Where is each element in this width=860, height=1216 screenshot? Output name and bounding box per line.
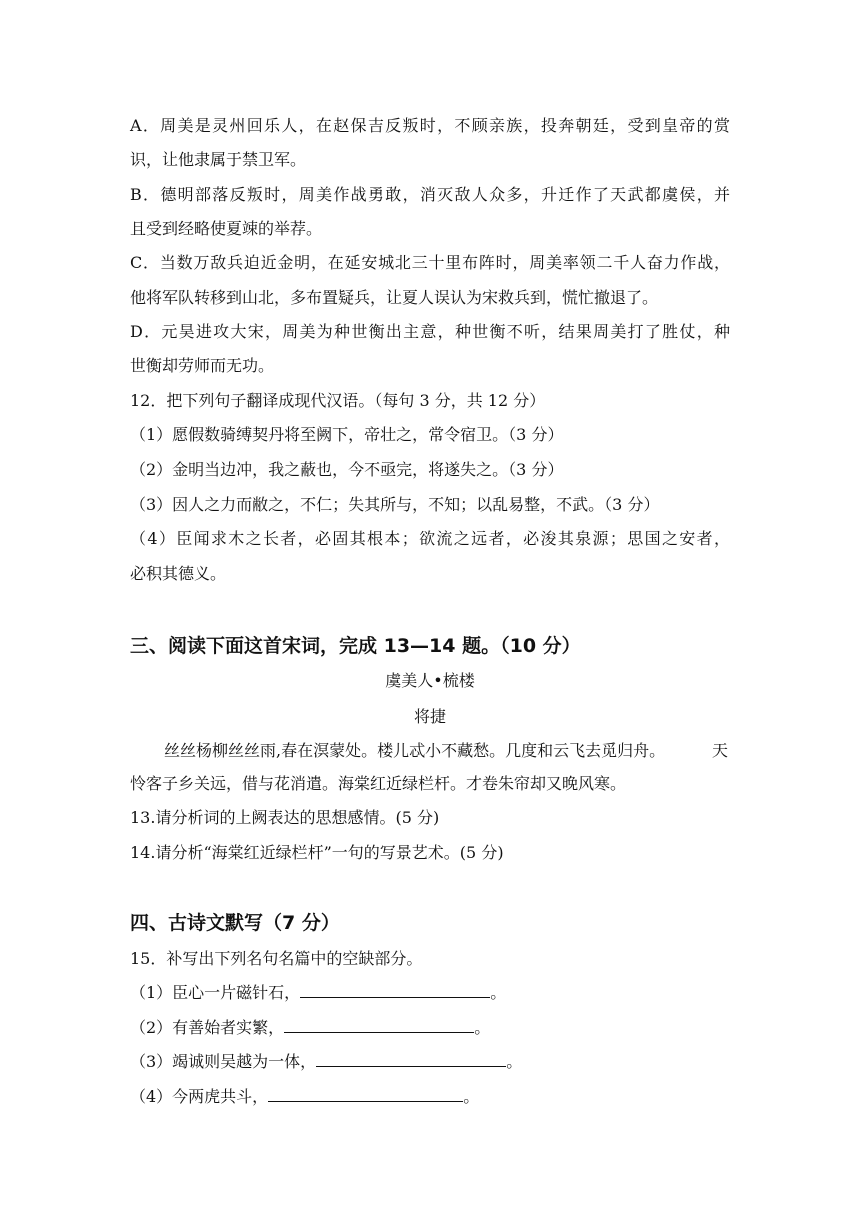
- fill-blank-1-prefix: （1）臣心一片磁针石，: [130, 983, 301, 1002]
- section-3-heading: 三、阅读下面这首宋词，完成 13—14 题。（10 分）: [130, 635, 581, 657]
- poem-title: 虞美人•梳楼: [385, 671, 475, 690]
- option-b-line-2: 且受到经略使夏竦的举荐。: [130, 219, 323, 238]
- answer-blank-1[interactable]: [300, 979, 490, 998]
- fill-blank-1: [130, 976, 730, 1010]
- option-d-line-1: D．元昊进攻大宋，周美为种世衡出主意，种世衡不听，结果周美打了胜仗，种: [130, 322, 730, 341]
- option-a-line-1: A．周美是灵州回乐人，在赵保吉反叛时，不顾亲族，投奔朝廷，受到皇帝的赏: [130, 116, 730, 135]
- q12-sentence-1: （1）愿假数骑缚契丹将至阙下，帝壮之，常令宿卫。（3 分）: [130, 425, 564, 444]
- poem-line-1-tail: 天: [712, 741, 729, 760]
- option-c-line-2: 他将军队转移到山北，多布置疑兵，让夏人误认为宋救兵到，慌忙撤退了。: [130, 288, 659, 307]
- fill-blank-3-suffix: 。: [506, 1052, 523, 1071]
- fill-blank-4-prefix: （4）今两虎共斗，: [130, 1087, 269, 1106]
- option-d-line-2: 世衡却劳师而无功。: [130, 356, 275, 375]
- answer-blank-2[interactable]: [284, 1014, 474, 1033]
- fill-blank-4: [130, 1080, 730, 1114]
- q12-sentence-3: （3）因人之力而敝之，不仁；失其所与，不知；以乱易整，不武。（3 分）: [130, 495, 660, 514]
- fill-blank-3-prefix: （3）竭诚则吴越为一体，: [130, 1052, 317, 1071]
- q12-sentence-4-line-1: （4）臣闻求木之长者，必固其根本；欲流之远者，必浚其泉源；思国之安者，: [130, 529, 730, 548]
- answer-blank-3[interactable]: [316, 1048, 506, 1067]
- fill-blank-2-prefix: （2）有善始者实繁，: [130, 1018, 285, 1037]
- fill-blank-3: [130, 1045, 730, 1079]
- fill-blank-1-suffix: 。: [490, 983, 507, 1002]
- fill-blank-2: [130, 1011, 730, 1045]
- q15-title: 15．补写出下列名句名篇中的空缺部分。: [130, 949, 423, 968]
- fill-blank-2-suffix: 。: [474, 1018, 491, 1037]
- q13: 13.请分析词的上阙表达的思想感情。(5 分): [130, 808, 440, 827]
- fill-blank-4-suffix: 。: [463, 1087, 480, 1106]
- option-a-line-2: 识，让他隶属于禁卫军。: [130, 150, 307, 169]
- q12-sentence-4-line-2: 必积其德义。: [130, 564, 227, 583]
- option-c-line-1: C．当数万敌兵迫近金明，在延安城北三十里布阵时，周美率领二千人奋力作战，: [130, 253, 730, 272]
- answer-blank-4[interactable]: [268, 1083, 463, 1102]
- option-b-line-1: B．德明部落反叛时，周美作战勇敢，消灭敌人众多，升迁作了天武都虞侯，并: [130, 185, 730, 204]
- q12-title: 12．把下列句子翻译成现代汉语。（每句 3 分，共 12 分）: [130, 391, 546, 410]
- q12-sentence-2: （2）金明当边冲，我之蔽也，今不亟完，将遂失之。（3 分）: [130, 460, 564, 479]
- q14: 14.请分析“海棠红近绿栏杆”一句的写景艺术。(5 分): [130, 843, 504, 862]
- section-4-heading: 四、古诗文默写（7 分）: [130, 912, 340, 934]
- poem-line-2: 怜客子乡关远，借与花消遣。海棠红近绿栏杆。才卷朱帘却又晚风寒。: [130, 774, 627, 793]
- poem-author: 将捷: [413, 707, 446, 726]
- poem-line-1: 丝丝杨柳丝丝雨,春在溟蒙处。楼儿忒小不藏愁。几度和云飞去觅归舟。: [164, 741, 666, 760]
